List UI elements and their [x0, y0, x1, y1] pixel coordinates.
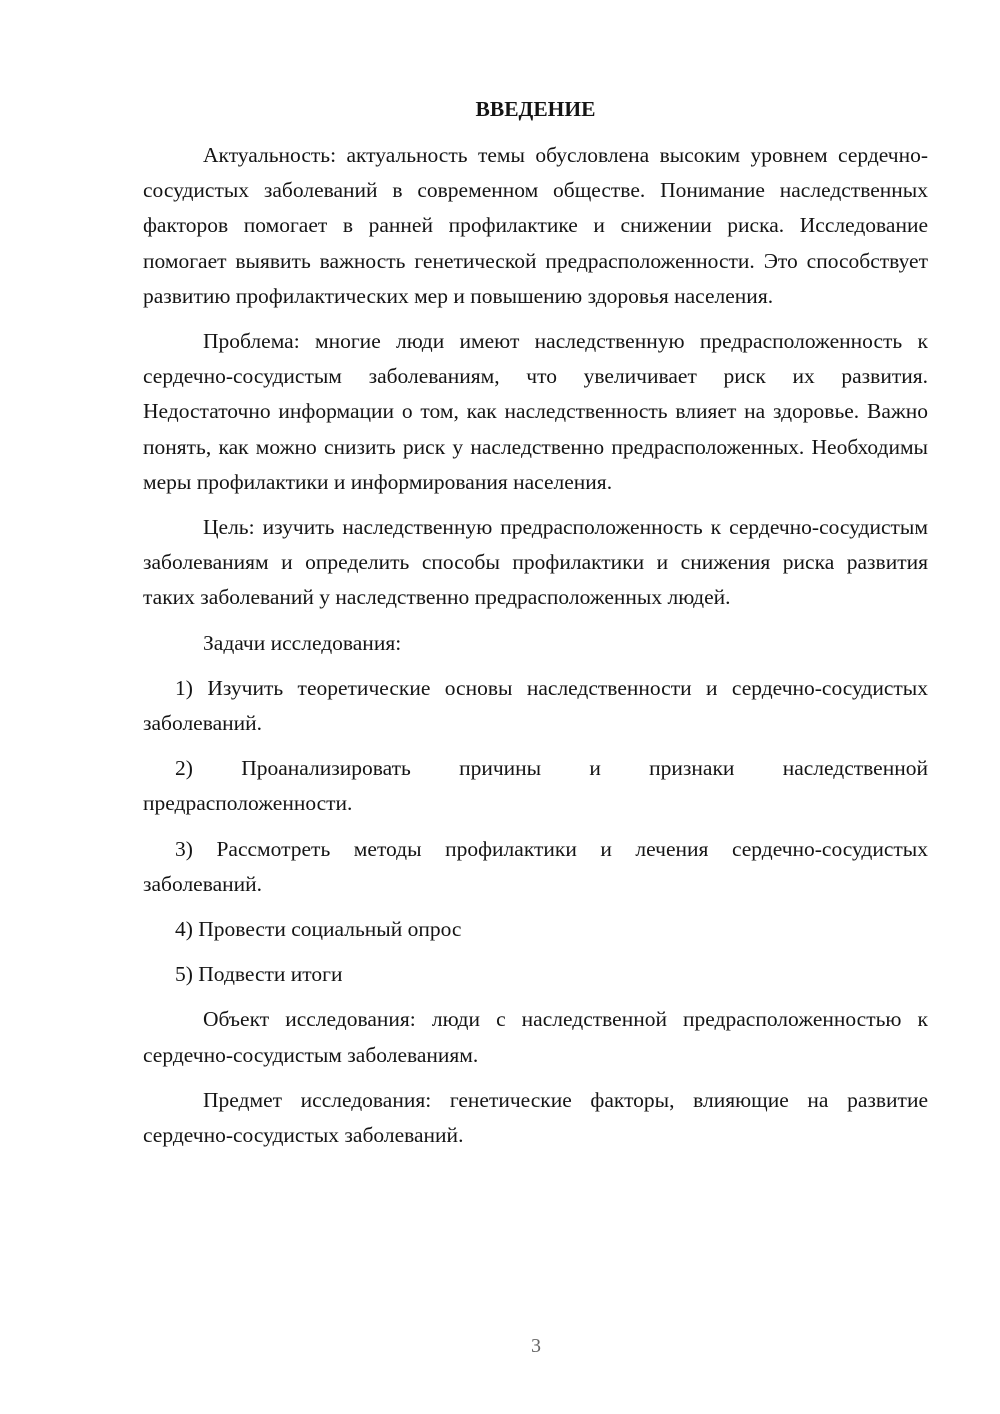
page-number: 3	[531, 1335, 541, 1357]
task-item-5: 5) Подвести итоги	[175, 962, 343, 987]
tasks-title: Задачи исследования:	[203, 630, 402, 655]
subject-paragraph: Предмет исследования: генетические факторы, влияющие на развитие сердечно-сосудистых заболеваний.	[143, 1087, 928, 1148]
task-item-2: 2) Проанализировать причины и признаки наследственной предрасположенности.	[143, 756, 928, 816]
task-item-1: 1) Изучить теоретические основы наследственности и сердечно-сосудистых заболеваний.	[143, 675, 928, 736]
task-item-3: 3) Рассмотреть методы профилактики и лечения сердечно-сосудистых заболеваний.	[143, 836, 928, 896]
problem-paragraph: Проблема: многие люди имеют наследственную предрасположенность к сердечно-сосудистым заболеваниям, что увеличивает риск их развития. Недостаточно информации о том, как наследственность влияет на здоровье. Важно понять, как можно снизить риск у наследственно предрасположенных. Необходимы меры профилактики и информирования населения.	[143, 329, 928, 494]
goal-paragraph: Цель: изучить наследственную предрасположенность к сердечно-сосудистым заболеваниям и определить способы профилактики и снижения риска развития таких заболеваний у наследственно предрасположенных людей.	[143, 515, 928, 610]
page-title: ВВЕДЕНИЕ	[475, 97, 596, 121]
page-content	[143, 92, 928, 1153]
task-item-4: 4) Провести социальный опрос	[175, 917, 462, 942]
relevance-paragraph: Актуальность: актуальность темы обусловлена высоким уровнем сердечно-сосудистых заболеваний в современном обществе. Понимание наследственных факторов помогает в ранней профилактике и снижении риска. Исследование помогает выявить важность генетической предрасположенности. Это способствует развитию профилактических мер и повышению здоровья населения.	[143, 143, 928, 308]
object-paragraph: Объект исследования: люди с наследственной предрасположенностью к сердечно-сосудистым заболеваниям.	[143, 1007, 928, 1067]
